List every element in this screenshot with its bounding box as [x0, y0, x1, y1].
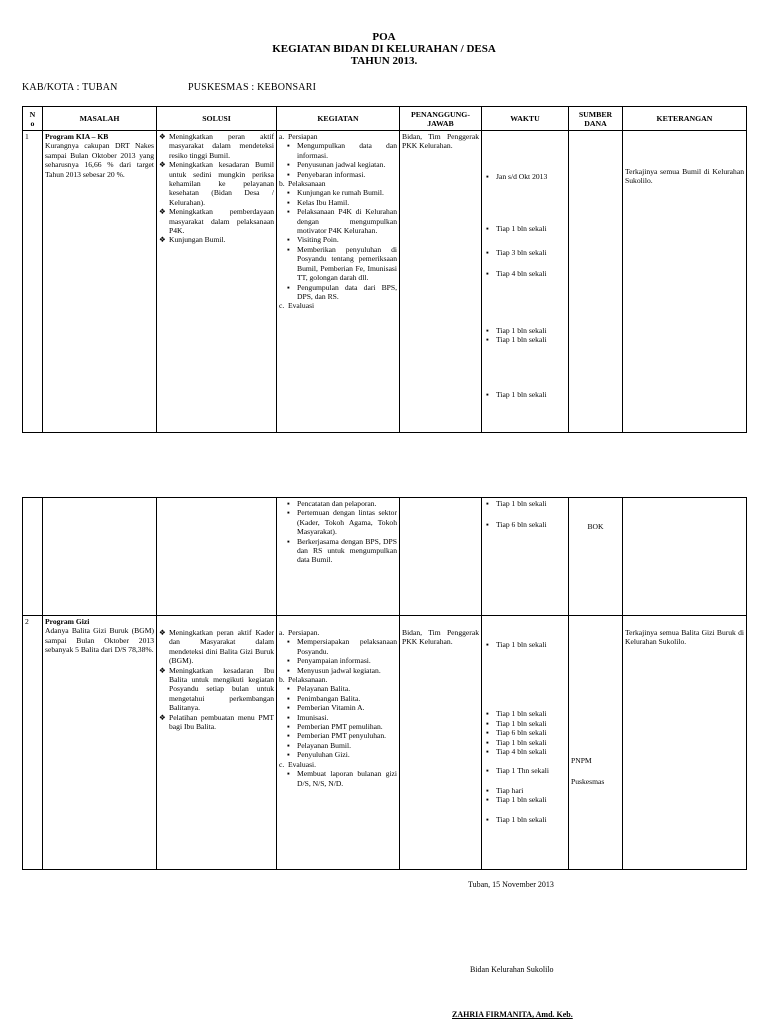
- square-bullet-icon: ▪: [486, 390, 489, 400]
- kegiatan-item: [279, 188, 397, 197]
- kegiatan-item: [279, 283, 397, 302]
- waktu-item: [484, 390, 566, 399]
- signature-role: Bidan Kelurahan Sukolilo: [470, 965, 554, 974]
- program-title: Program Gizi: [45, 617, 90, 626]
- square-bullet-icon: ▪: [486, 814, 489, 824]
- col-header-keterangan: KETERANGAN: [623, 107, 747, 131]
- diamond-bullet-icon: ❖: [159, 665, 166, 675]
- waktu-item: [484, 786, 566, 795]
- square-bullet-icon: ▪: [486, 728, 489, 738]
- square-bullet-icon: ▪: [287, 703, 290, 713]
- kegiatan-item: [279, 637, 397, 656]
- square-bullet-icon: ▪: [486, 709, 489, 719]
- square-bullet-icon: ▪: [486, 499, 489, 508]
- square-bullet-icon: ▪: [486, 247, 489, 257]
- waktu-item-text: Tiap 4 bln sekali: [496, 747, 547, 757]
- table-row: [23, 498, 747, 616]
- kegiatan-item: [279, 741, 397, 750]
- waktu-item: [484, 795, 566, 804]
- program-title: Program KIA – KB: [45, 132, 109, 141]
- diamond-bullet-icon: ❖: [159, 132, 166, 141]
- square-bullet-icon: ▪: [287, 282, 290, 292]
- waktu-cell: [482, 616, 569, 870]
- poa-table-part1: [22, 106, 747, 433]
- waktu-item-text: Tiap 1 bln sekali: [496, 335, 547, 345]
- square-bullet-icon: ▪: [287, 197, 290, 207]
- kegiatan-item: [279, 731, 397, 740]
- waktu-item-text: Tiap 1 bln sekali: [496, 814, 547, 824]
- row-number: 1: [23, 131, 43, 433]
- penanggung-jawab-cell: Bidan, Tim Penggerak PKK Kelurahan.: [400, 131, 482, 433]
- square-bullet-icon: ▪: [287, 665, 290, 675]
- kegiatan-item-text: Penyebaran informasi.: [297, 169, 366, 179]
- waktu-item: [484, 728, 566, 737]
- kegiatan-item-text: Pelayanan Bumil.: [297, 740, 351, 750]
- empty-cell: [400, 498, 482, 616]
- square-bullet-icon: ▪: [486, 172, 489, 181]
- sumber-dana-cell: [569, 616, 623, 870]
- empty-cell: [43, 498, 157, 616]
- square-bullet-icon: ▪: [287, 536, 290, 546]
- kegiatan-item-text: Mempersiapakan pelaksanaan Posyandu.: [297, 637, 397, 656]
- meta-puskesmas: PUSKESMAS : KEBONSARI: [188, 82, 317, 93]
- square-bullet-icon: ▪: [287, 160, 290, 170]
- solusi-item-text: Meningkatkan kesadaran Ibu Balita untuk mengikuti kegiatan Posyandu setiap bulan untuk mengetahui perkembangan Balitanya.: [169, 665, 274, 713]
- kegiatan-item: [279, 141, 397, 160]
- square-bullet-icon: ▪: [287, 499, 290, 508]
- keterangan-cell: [623, 616, 747, 870]
- waktu-item-text: Tiap 3 bln sekali: [496, 247, 547, 257]
- waktu-item-text: Tiap 1 bln sekali: [496, 224, 547, 234]
- kegiatan-item-text: Pengumpulan data dari BPS, DPS, dan RS.: [297, 282, 397, 301]
- square-bullet-icon: ▪: [486, 640, 489, 649]
- waktu-cell: [482, 498, 569, 616]
- col-header-penanggung-jawab: PENANGGUNG- JAWAB: [400, 107, 482, 131]
- kegiatan-section-label: c.: [279, 301, 285, 311]
- sumber-dana-pnpm: PNPM: [571, 756, 592, 765]
- col-header-sumber-dana: SUMBER DANA: [569, 107, 623, 131]
- kegiatan-item-text: Pemberian Vitamin A.: [297, 703, 365, 713]
- waktu-item: [484, 719, 566, 728]
- waktu-item-text: Tiap 1 bln sekali: [496, 640, 547, 649]
- kegiatan-item: [279, 703, 397, 712]
- waktu-item: [484, 335, 566, 344]
- kegiatan-item-text: Pelaksanaan P4K di Kelurahan dengan mengumpulkan motivator P4K Kelurahan.: [297, 207, 397, 236]
- kegiatan-section: [279, 760, 397, 769]
- empty-cell: [157, 498, 277, 616]
- kegiatan-item: [279, 537, 397, 565]
- kegiatan-cell: [277, 131, 400, 433]
- kegiatan-item: [279, 694, 397, 703]
- waktu-item-text: Tiap 6 bln sekali: [496, 728, 547, 738]
- square-bullet-icon: ▪: [287, 656, 290, 666]
- header-year: TAHUN 2013.: [350, 55, 418, 67]
- masalah-text: Kurangnya cakupan DRT Nakes sampai Bulan Oktober 2013 yang seharusnya 16,66 % dari target Tahun 2013 sebesar 20 %.: [45, 141, 154, 179]
- solusi-cell: [157, 131, 277, 433]
- kegiatan-section-title: Persiapan.: [288, 628, 320, 637]
- kegiatan-item-text: Pemberian PMT penyuluhan.: [297, 731, 387, 741]
- waktu-item: [484, 499, 566, 508]
- solusi-item-text: Meningkatkan peran aktif Kader dan Masyarakat dalam mendeteksi dini Balita Gizi Buruk (BGM).: [169, 628, 274, 666]
- square-bullet-icon: ▪: [486, 325, 489, 335]
- kegiatan-section-label: a.: [279, 132, 285, 141]
- solusi-item-text: Pelatihan pembuatan menu PMT bagi Ibu Balita.: [169, 712, 274, 732]
- waktu-item: [484, 709, 566, 718]
- kegiatan-section-title: Pelaksanaan.: [288, 675, 328, 685]
- kegiatan-item: [279, 235, 397, 244]
- square-bullet-icon: ▪: [486, 335, 489, 345]
- square-bullet-icon: ▪: [287, 731, 290, 741]
- document-header: [0, 31, 768, 67]
- waktu-item-text: Tiap 1 bln sekali: [496, 709, 547, 719]
- diamond-bullet-icon: ❖: [159, 712, 166, 722]
- solusi-item: [159, 132, 274, 160]
- kegiatan-item: [279, 722, 397, 731]
- kegiatan-item: [279, 656, 397, 665]
- kegiatan-item-text: Visiting Poin.: [297, 235, 339, 245]
- kegiatan-section: [279, 132, 397, 141]
- square-bullet-icon: ▪: [287, 684, 290, 694]
- kegiatan-section-label: a.: [279, 628, 285, 637]
- kegiatan-section-title: Pelaksanaan: [288, 179, 326, 189]
- kegiatan-cell: [277, 498, 400, 616]
- penanggung-jawab-text: Bidan, Tim Penggerak PKK Kelurahan.: [402, 628, 479, 647]
- masalah-text: Adanya Balita Gizi Buruk (BGM) sampai Bulan Oktober 2013 sebanyak 5 Balita dari D/S 78,38%.: [45, 626, 154, 655]
- square-bullet-icon: ▪: [287, 244, 290, 254]
- waktu-item: [484, 269, 566, 278]
- sumber-dana-cell: [569, 498, 623, 616]
- solusi-item-text: Meningkatkan peran aktif masyarakat dalam mendeteksi resiko tinggi Bumil.: [169, 132, 274, 160]
- square-bullet-icon: ▪: [486, 747, 489, 757]
- kegiatan-item-text: Pencatatan dan pelaporan.: [297, 499, 377, 508]
- waktu-item-text: Tiap 6 bln sekali: [496, 520, 547, 530]
- waktu-item-text: Tiap 1 bln sekali: [496, 390, 547, 400]
- kegiatan-item: [279, 198, 397, 207]
- diamond-bullet-icon: ❖: [159, 628, 166, 637]
- kegiatan-section: [279, 301, 397, 310]
- waktu-item: [484, 640, 566, 649]
- waktu-item: [484, 766, 566, 775]
- kegiatan-item-text: Imunisasi.: [297, 712, 329, 722]
- solusi-item: [159, 666, 274, 713]
- kegiatan-item-text: Mengumpulkan data dan informasi.: [297, 141, 397, 160]
- signature-name: ZAHRIA FIRMANITA, Amd. Keb.: [452, 1010, 573, 1019]
- solusi-item: [159, 160, 274, 207]
- kegiatan-item: [279, 160, 397, 169]
- table-header-row: [23, 107, 747, 131]
- waktu-item-text: Tiap 1 bln sekali: [496, 325, 547, 335]
- col-header-kegiatan: KEGIATAN: [277, 107, 400, 131]
- solusi-cell: [157, 616, 277, 870]
- meta-kab: KAB/KOTA : TUBAN: [22, 82, 118, 93]
- kegiatan-item-text: Kelas Ibu Hamil.: [297, 197, 350, 207]
- empty-cell: [23, 498, 43, 616]
- kegiatan-section-title: Evaluasi.: [288, 759, 317, 769]
- kegiatan-item: [279, 769, 397, 788]
- kegiatan-section: [279, 628, 397, 637]
- square-bullet-icon: ▪: [486, 766, 489, 776]
- keterangan-text: Terkajinya semua Bumil di Kelurahan Sukolilo.: [625, 167, 744, 186]
- kegiatan-item-text: Berkerjasama dengan BPS, DPS dan RS untuk mengumpulkan data Bumil.: [297, 536, 397, 565]
- solusi-item-text: Meningkatkan pemberdayaan masyarakat dalam pelaksanaan P4K.: [169, 207, 274, 236]
- signature-place-date: Tuban, 15 November 2013: [468, 880, 554, 889]
- waktu-item-text: Tiap 1 bln sekali: [496, 795, 547, 805]
- waktu-item: [484, 520, 566, 529]
- row-number: 2: [23, 616, 43, 870]
- kegiatan-section-label: b.: [279, 179, 285, 189]
- kegiatan-item-text: Penyusunan jadwal kegiatan.: [297, 160, 386, 170]
- penanggung-jawab-cell: [400, 616, 482, 870]
- diamond-bullet-icon: ❖: [159, 235, 166, 245]
- waktu-item: [484, 747, 566, 756]
- kegiatan-item-text: Penimbangan Balita.: [297, 693, 361, 703]
- kegiatan-item: [279, 666, 397, 675]
- masalah-cell: [43, 616, 157, 870]
- square-bullet-icon: ▪: [486, 224, 489, 234]
- keterangan-text: Terkajinya semua Balita Gizi Buruk di Kelurahan Sukolilo.: [625, 628, 744, 647]
- square-bullet-icon: ▪: [287, 188, 290, 198]
- kegiatan-item-text: Pemberian PMT pemulihan.: [297, 722, 383, 732]
- square-bullet-icon: ▪: [287, 750, 290, 760]
- square-bullet-icon: ▪: [287, 693, 290, 703]
- empty-cell: [623, 498, 747, 616]
- keterangan-cell: [623, 131, 747, 433]
- sumber-dana-text: BOK: [587, 522, 604, 531]
- kegiatan-section: [279, 675, 397, 684]
- kegiatan-item: [279, 713, 397, 722]
- square-bullet-icon: ▪: [486, 269, 489, 279]
- solusi-item: [159, 628, 274, 666]
- square-bullet-icon: ▪: [287, 722, 290, 732]
- kegiatan-item: [279, 170, 397, 179]
- kegiatan-cell: [277, 616, 400, 870]
- solusi-item: [159, 235, 274, 244]
- square-bullet-icon: ▪: [486, 718, 489, 728]
- solusi-item-text: Kunjungan Bumil.: [169, 235, 226, 245]
- waktu-item: [484, 326, 566, 335]
- kegiatan-item-text: Pertemuan dengan lintas sektor (Kader, Tokoh Agama, Tokoh Masyarakat).: [297, 508, 397, 537]
- table-row: [23, 616, 747, 870]
- waktu-item: [484, 248, 566, 257]
- waktu-item: [484, 172, 566, 181]
- col-header-no: N o: [23, 107, 43, 131]
- kegiatan-item: [279, 245, 397, 283]
- kegiatan-item-text: Penyuluhan Gizi.: [297, 750, 350, 760]
- kegiatan-item: [279, 499, 397, 508]
- kegiatan-item-text: Pelayanan Balita.: [297, 684, 351, 694]
- poa-table-part2: [22, 497, 747, 870]
- kegiatan-section-label: b.: [279, 675, 285, 685]
- kegiatan-item-text: Menyusun jadwal kegiatan.: [297, 665, 381, 675]
- kegiatan-item: [279, 684, 397, 693]
- square-bullet-icon: ▪: [486, 737, 489, 747]
- waktu-item-text: Tiap hari: [496, 785, 524, 795]
- waktu-item-text: Jan s/d Okt 2013: [496, 172, 548, 181]
- col-header-solusi: SOLUSI: [157, 107, 277, 131]
- square-bullet-icon: ▪: [486, 520, 489, 530]
- square-bullet-icon: ▪: [287, 740, 290, 750]
- kegiatan-section-title: Persiapan: [288, 132, 318, 141]
- square-bullet-icon: ▪: [287, 141, 290, 151]
- kegiatan-item-text: Kunjungan ke rumah Bumil.: [297, 188, 384, 198]
- waktu-item-text: Tiap 1 bln sekali: [496, 718, 547, 728]
- kegiatan-item: [279, 750, 397, 759]
- square-bullet-icon: ▪: [287, 508, 290, 518]
- col-header-waktu: WAKTU: [482, 107, 569, 131]
- square-bullet-icon: ▪: [287, 769, 290, 779]
- kegiatan-item: [279, 508, 397, 536]
- diamond-bullet-icon: ❖: [159, 160, 166, 170]
- header-subtitle: KEGIATAN BIDAN DI KELURAHAN / DESA: [272, 43, 496, 55]
- solusi-item: [159, 207, 274, 235]
- col-header-masalah: MASALAH: [43, 107, 157, 131]
- square-bullet-icon: ▪: [287, 235, 290, 245]
- waktu-item-text: Tiap 1 Thn sekali: [496, 766, 549, 776]
- kegiatan-item-text: Memberikan penyuluhan di Posyandu tentang pemeriksaan Bumil, Pemberian Fe, Imunisasi TT, golongan darah dll.: [297, 244, 397, 283]
- waktu-cell: [482, 131, 569, 433]
- waktu-item-text: Tiap 1 bln sekali: [496, 499, 547, 508]
- kegiatan-section-title: Evaluasi: [288, 301, 315, 311]
- solusi-item-text: Meningkatkan kesadaran Bumil untuk sedini mungkin periksa kehamilan ke pelayanan kesehatan (Bidan Desa / Kelurahan).: [169, 160, 274, 207]
- header-title: POA: [372, 31, 396, 43]
- square-bullet-icon: ▪: [287, 169, 290, 179]
- square-bullet-icon: ▪: [486, 785, 489, 795]
- kegiatan-item-text: Penyampaian informasi.: [297, 656, 371, 666]
- diamond-bullet-icon: ❖: [159, 207, 166, 217]
- table-row: [23, 131, 747, 433]
- waktu-item: [484, 738, 566, 747]
- square-bullet-icon: ▪: [287, 637, 290, 647]
- kegiatan-section-label: c.: [279, 759, 285, 769]
- square-bullet-icon: ▪: [287, 712, 290, 722]
- square-bullet-icon: ▪: [486, 795, 489, 805]
- masalah-cell: [43, 131, 157, 433]
- kegiatan-section: [279, 179, 397, 188]
- kegiatan-item: [279, 207, 397, 235]
- waktu-item-text: Tiap 4 bln sekali: [496, 269, 547, 279]
- kegiatan-item-text: Membuat laporan bulanan gizi D/S, N/S, N/D.: [297, 769, 397, 788]
- sumber-dana-cell: [569, 131, 623, 433]
- waktu-item: [484, 815, 566, 824]
- solusi-item: [159, 713, 274, 732]
- sumber-dana-puskesmas: Puskesmas: [571, 777, 605, 787]
- square-bullet-icon: ▪: [287, 207, 290, 217]
- waktu-item-text: Tiap 1 bln sekali: [496, 737, 547, 747]
- waktu-item: [484, 224, 566, 233]
